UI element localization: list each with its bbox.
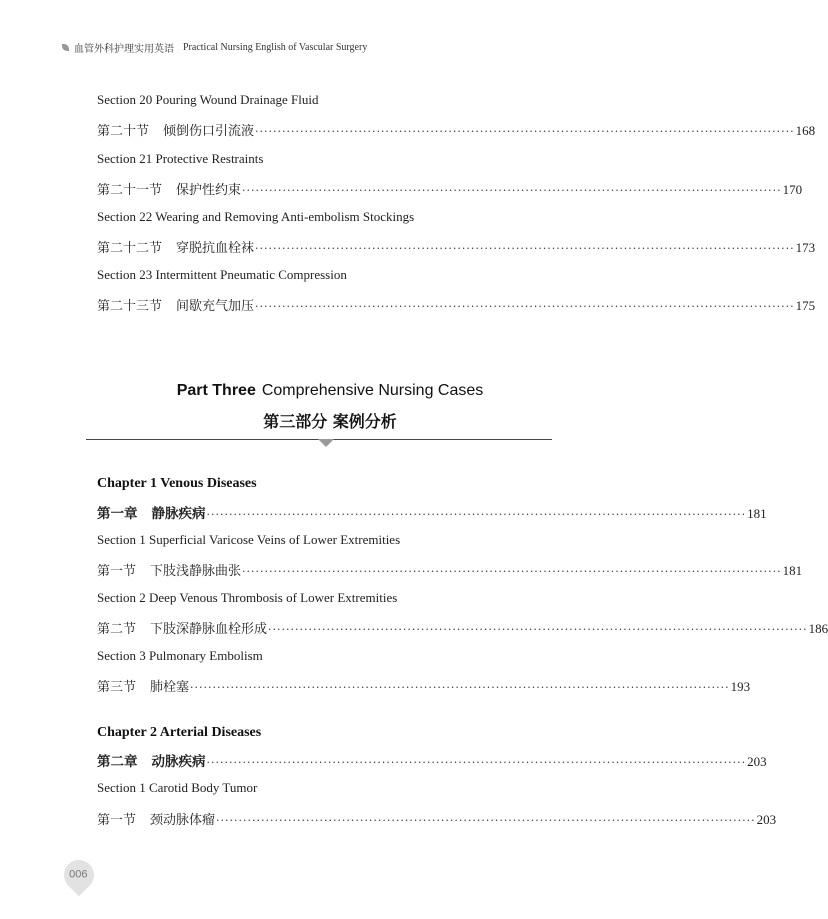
section-title: 穿脱抗血栓袜: [176, 241, 255, 256]
toc-entry-en: Section 20 Pouring Wound Drainage Fluid: [97, 92, 319, 107]
dot-leader: ························································································································: [242, 565, 782, 578]
page-ref: 193: [730, 679, 751, 694]
section-title: 间歇充气加压: [176, 299, 255, 314]
section-number: 第三节: [97, 680, 137, 695]
dot-leader: ························································································································: [206, 508, 747, 521]
section-title: 颈动脉体瘤: [150, 813, 216, 828]
section-number: 第二节: [97, 622, 137, 637]
dot-leader: ························································································································: [190, 681, 730, 694]
dot-leader: ························································································································: [242, 184, 782, 197]
toc-entry-en: Section 1 Superficial Varicose Veins of Lower Extremities: [97, 532, 401, 547]
page-ref: 203: [756, 812, 777, 827]
running-header: [62, 40, 367, 55]
section-number: 第一节: [97, 564, 137, 579]
toc-entry-en: Section 3 Pulmonary Embolism: [97, 648, 263, 663]
leaf-icon: [62, 44, 69, 51]
chapter-number: 第一章: [97, 506, 138, 522]
section-title: 下肢深静脉血栓形成: [150, 622, 268, 637]
page-ref: 181: [747, 506, 767, 521]
page-ref: 175: [795, 298, 816, 313]
toc-entry-cn[interactable]: [97, 618, 828, 637]
page-ref: 173: [795, 240, 816, 255]
dot-leader: ························································································································: [255, 300, 795, 313]
section-title: 肺栓塞: [150, 680, 190, 695]
chapter-number: 第二章: [97, 754, 138, 770]
page-ref: 181: [782, 563, 803, 578]
toc-entry-en: Section 21 Protective Restraints: [97, 151, 264, 166]
chapter-title: 静脉疾病: [151, 506, 206, 522]
header-title-en: Practical Nursing English of Vascular Surgery: [183, 42, 368, 53]
toc-entry-en: Section 23 Intermittent Pneumatic Compression: [97, 267, 347, 282]
part-heading-cn: 第三部分 案例分析: [263, 412, 397, 431]
toc-entry-cn[interactable]: [97, 179, 803, 198]
page-ref: 168: [795, 123, 816, 138]
section-title: 下肢浅静脉曲张: [150, 564, 242, 579]
section-number: 第二十一节: [97, 183, 163, 198]
page-number: 006: [69, 868, 88, 881]
chapter-title: 动脉疾病: [151, 754, 206, 770]
chapter-entry-cn[interactable]: [97, 750, 767, 770]
divider-triangle-icon: [318, 439, 334, 447]
dot-leader: ························································································································: [255, 242, 795, 255]
dot-leader: ························································································································: [206, 756, 747, 769]
toc-entry-en: Section 2 Deep Venous Thrombosis of Lower Extremities: [97, 590, 398, 605]
toc-entry-en: Section 22 Wearing and Removing Anti-embolism Stockings: [97, 209, 415, 224]
page-ref: 186: [808, 621, 828, 636]
section-number: 第二十三节: [97, 299, 163, 314]
part-label: Part Three: [176, 382, 256, 399]
toc-entry-cn[interactable]: [97, 809, 777, 828]
section-title: 保护性约束: [176, 183, 242, 198]
toc-entry-cn[interactable]: [97, 120, 816, 139]
chapter-entry-cn[interactable]: [97, 502, 767, 522]
section-title: 倾倒伤口引流液: [163, 124, 255, 139]
section-number: 第一节: [97, 813, 137, 828]
page-ref: 170: [782, 182, 803, 197]
part-heading-en: [0, 382, 660, 400]
part-title: Comprehensive Nursing Cases: [261, 382, 484, 399]
toc-entry-cn[interactable]: [97, 676, 751, 695]
section-number: 第二十节: [97, 124, 150, 139]
chapter-title-en: Chapter 1 Venous Diseases: [97, 476, 257, 491]
dot-leader: ························································································································: [255, 125, 795, 138]
header-title-cn: 血管外科护理实用英语: [74, 44, 174, 55]
toc-entry-cn[interactable]: [97, 237, 816, 256]
toc-entry-en: Section 1 Carotid Body Tumor: [97, 780, 258, 795]
toc-entry-cn[interactable]: [97, 560, 803, 579]
section-number: 第二十二节: [97, 241, 163, 256]
page-ref: 203: [747, 754, 767, 769]
page-number-badge: [58, 854, 100, 896]
toc-entry-cn[interactable]: [97, 295, 816, 314]
dot-leader: ························································································································: [268, 623, 808, 636]
dot-leader: ························································································································: [216, 814, 756, 827]
chapter-title-en: Chapter 2 Arterial Diseases: [97, 725, 262, 740]
